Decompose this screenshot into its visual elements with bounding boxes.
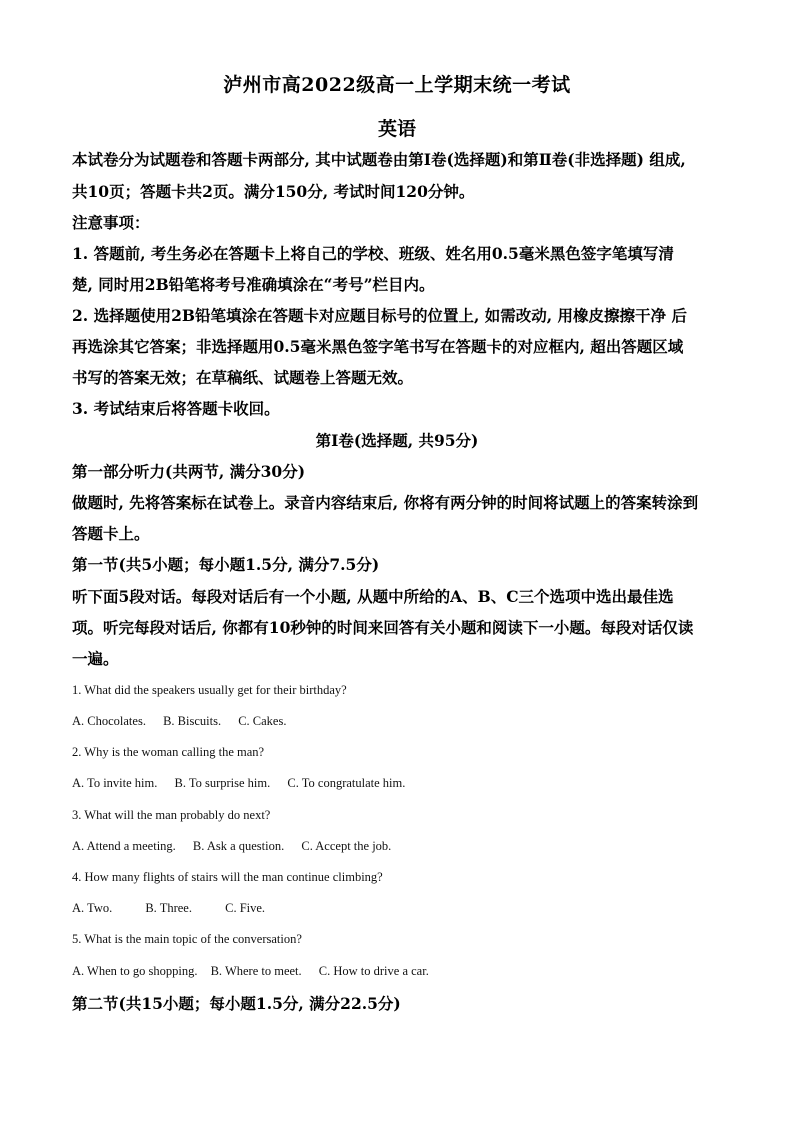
subsection-2-title: 第二节(共15小题；每小题1.5分, 满分22.5分)	[72, 994, 401, 1013]
question-3-option-b: B. Ask a question.	[192, 839, 285, 853]
question-1-option-c: C. Cakes.	[238, 714, 287, 728]
question-3-option-a: A. Attend a meeting.	[72, 839, 176, 853]
intro-line-2: 共10页；答题卡共2页。满分150分, 考试时间120分钟。	[72, 182, 475, 201]
volume-1-title: 第Ⅰ卷(选择题, 共95分)	[315, 431, 479, 450]
question-1-stem: 1. What did the speakers usually get for their birthday?	[72, 683, 347, 697]
question-2-option-c: C. To congratulate him.	[287, 776, 406, 790]
listening-instruction-line-2: 答题卡上。	[72, 524, 150, 543]
question-3-stem: 3. What will the man probably do next?	[72, 808, 271, 822]
subsection-1-title: 第一节(共5小题；每小题1.5分, 满分7.5分)	[72, 555, 380, 574]
question-2-option-b: B. To surprise him.	[174, 776, 271, 790]
question-2-stem: 2. Why is the woman calling the man?	[72, 745, 265, 759]
notes-heading: 注意事项：	[72, 213, 150, 232]
question-5-stem: 5. What is the main topic of the conversation?	[72, 932, 302, 946]
note-3: 3. 考试结束后将答题卡收回。	[72, 399, 280, 418]
exam-title: 泸州市高2022级高一上学期末统一考试	[223, 74, 571, 96]
question-3-option-c: C. Accept the job.	[301, 839, 392, 853]
question-2-options	[72, 775, 732, 791]
question-2-option-a: A. To invite him.	[72, 776, 158, 790]
question-1-options	[72, 713, 732, 729]
question-3-options	[72, 838, 732, 854]
listening-instruction-line-1: 做题时, 先将答案标在试卷上。录音内容结束后, 你将有两分钟的时间将试题上的答案转涂到	[72, 493, 699, 512]
note-1-line-1: 1. 答题前, 考生务必在答题卡上将自己的学校、班级、姓名用0.5毫米黑色签字笔填写清	[72, 244, 674, 263]
note-1-line-2: 楚, 同时用2B铅笔将考号准确填涂在“考号”栏目内。	[72, 275, 435, 294]
intro-line-1: 本试卷分为试题卷和答题卡两部分, 其中试题卷由第Ⅰ卷(选择题)和第Ⅱ卷(非选择题) 组成,	[72, 150, 686, 169]
note-2-line-2: 再选涂其它答案；非选择题用0.5毫米黑色签字笔书写在答题卡的对应框内, 超出答题区域	[72, 337, 684, 356]
question-5-option-c: C. How to drive a car.	[318, 964, 429, 978]
note-2-line-3: 书写的答案无效；在草稿纸、试题卷上答题无效。	[72, 368, 414, 387]
question-4-stem: 4. How many flights of stairs will the man continue climbing?	[72, 870, 383, 884]
question-1-option-b: B. Biscuits.	[163, 714, 222, 728]
note-2-line-1: 2. 选择题使用2B铅笔填涂在答题卡对应题目标号的位置上, 如需改动, 用橡皮擦擦干净 后	[72, 306, 687, 325]
question-4-option-c: C. Five.	[225, 901, 266, 915]
question-4-options	[72, 900, 732, 916]
subsection-1-instruction-line-1: 听下面5段对话。每段对话后有一个小题, 从题中所给的A、B、C三个选项中选出最佳选	[72, 587, 674, 606]
question-4-option-b: B. Three.	[145, 901, 192, 915]
question-1-option-a: A. Chocolates.	[72, 714, 146, 728]
subject-title: 英语	[377, 118, 416, 140]
question-5-option-a: A. When to go shopping.	[72, 964, 198, 978]
question-5-option-b: B. Where to meet.	[210, 964, 302, 978]
question-5-options	[72, 963, 732, 979]
subsection-1-instruction-line-2: 项。听完每段对话后, 你都有10秒钟的时间来回答有关小题和阅读下一小题。每段对话仅读	[72, 618, 694, 637]
subsection-1-instruction-line-3: 一遍。	[72, 649, 119, 668]
listening-section-title: 第一部分听力(共两节, 满分30分)	[72, 462, 306, 481]
question-4-option-a: A. Two.	[72, 901, 113, 915]
